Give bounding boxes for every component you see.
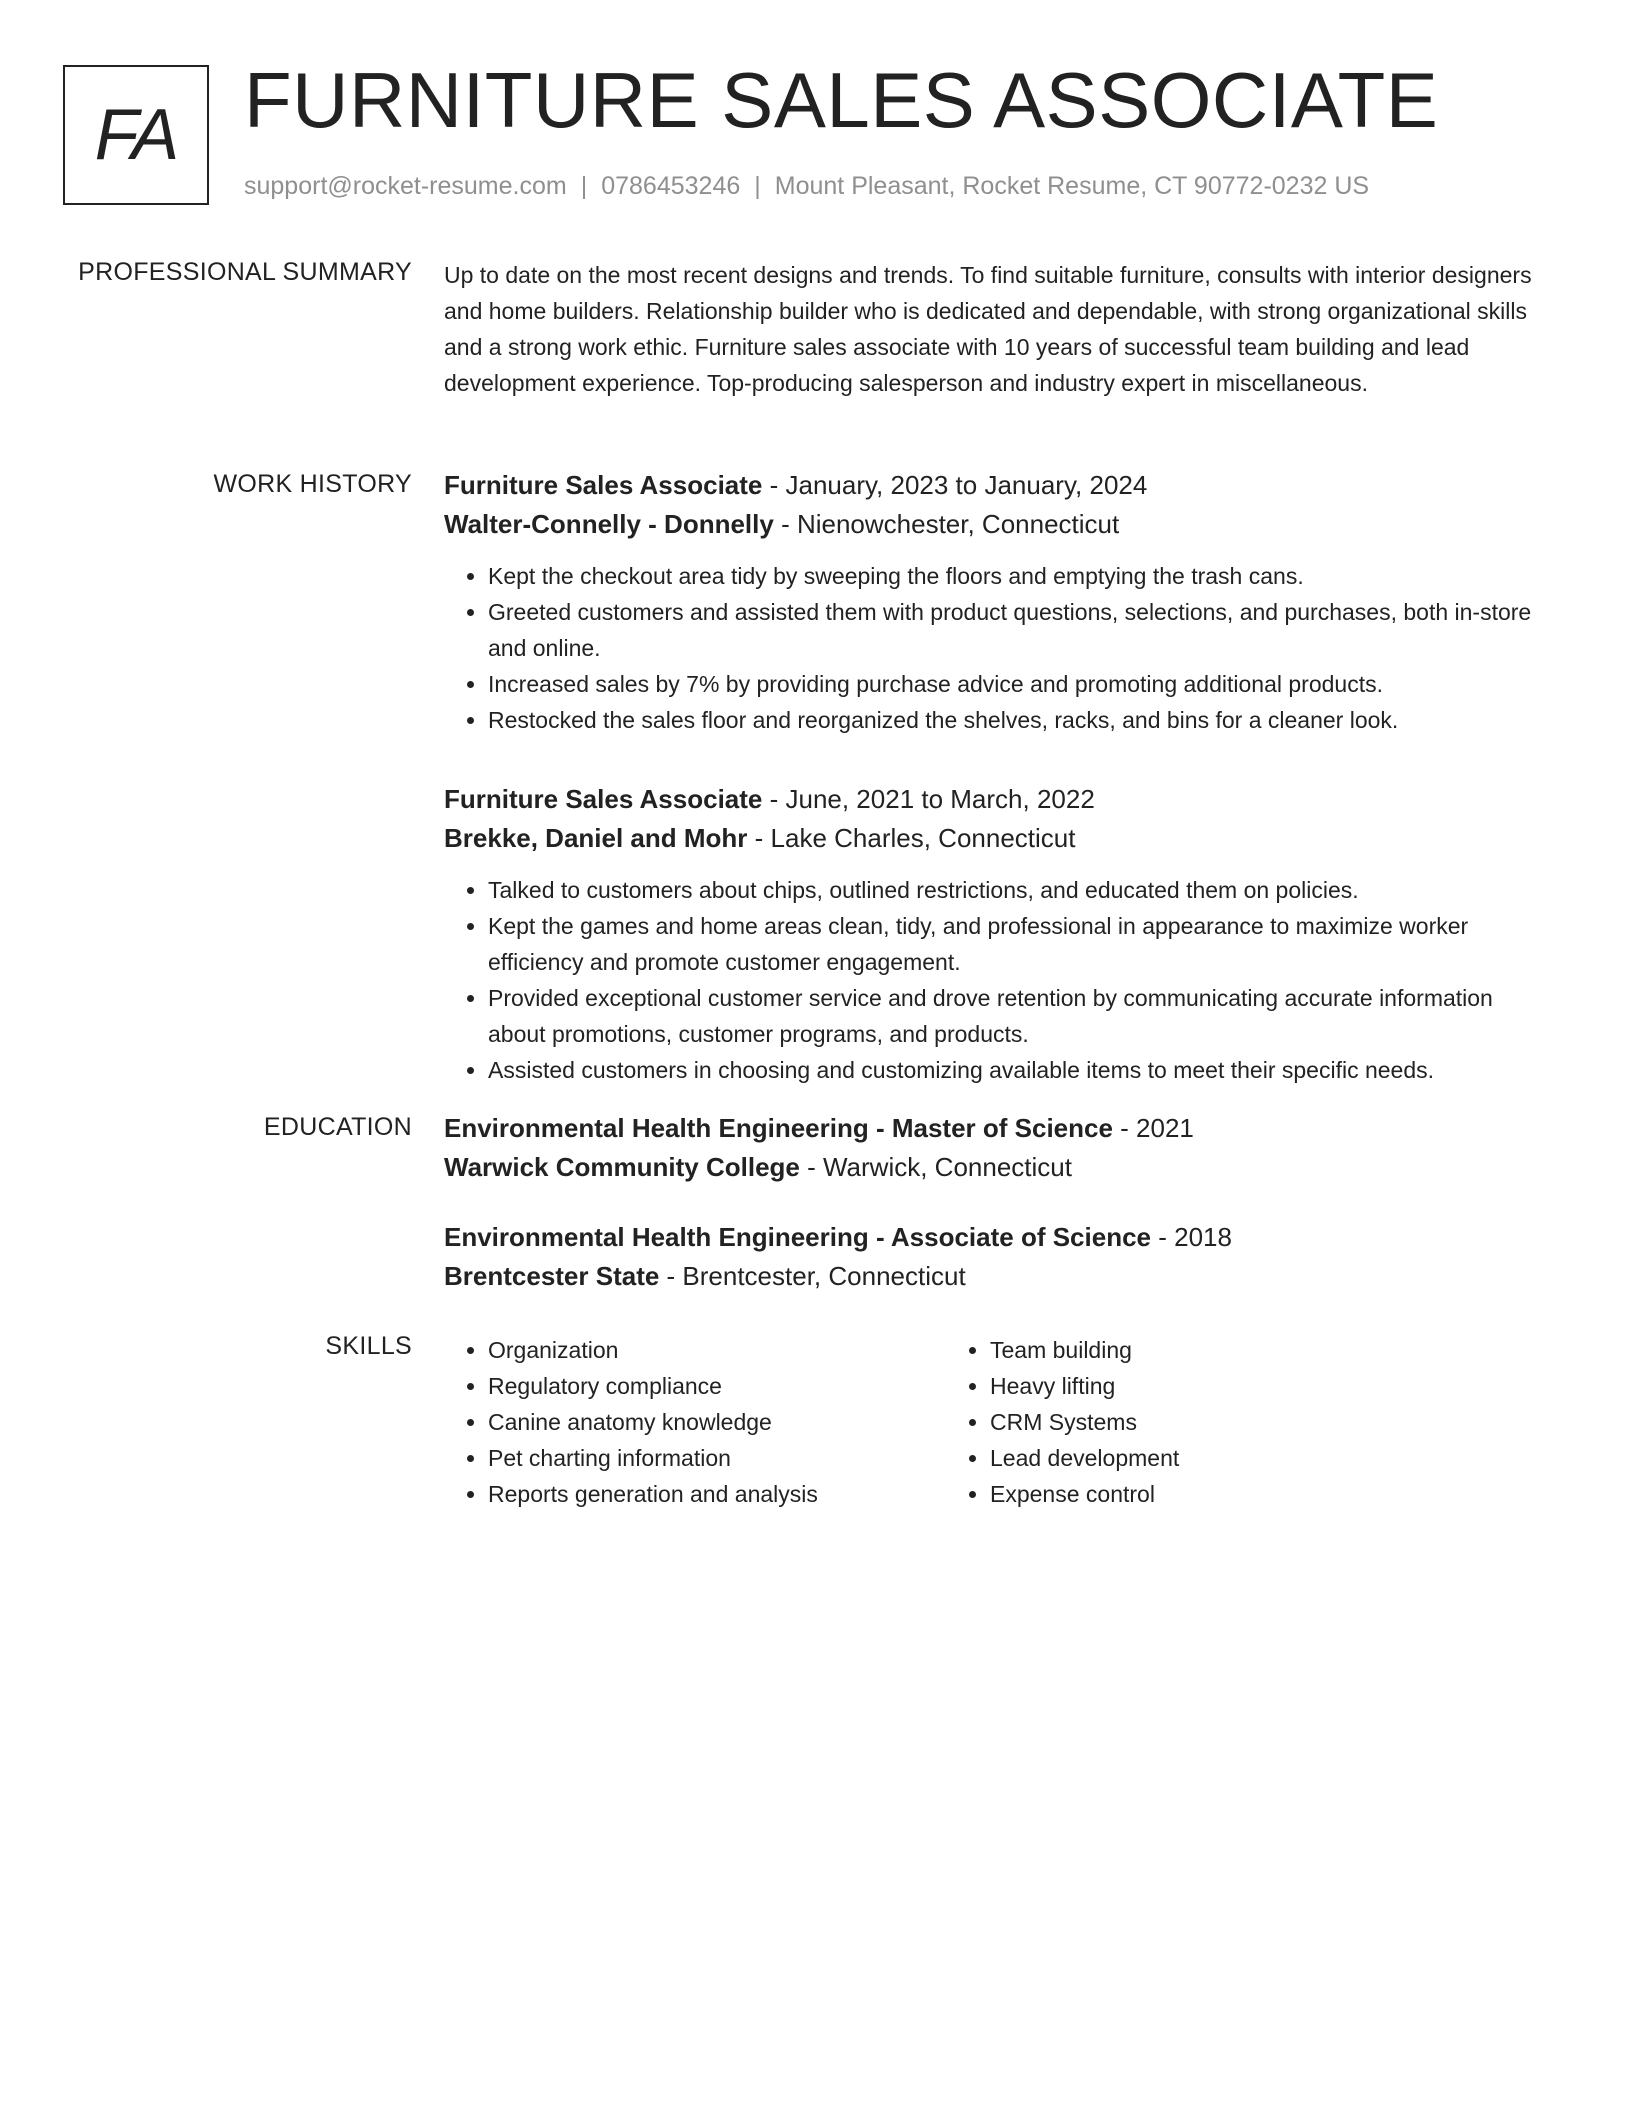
skill-item: • Lead development: [990, 1440, 1448, 1476]
skills-columns: [444, 1332, 1554, 1512]
contact-separator: |: [754, 172, 761, 200]
education-year: - 2018: [1151, 1222, 1232, 1252]
skill-item: • Pet charting information: [488, 1440, 946, 1476]
summary-text: Up to date on the most recent designs and trends. To find suitable furniture, consults with interior designers and home builders. Relationship builder who is dedicated and dependable, with strong organizational skills and a strong work ethic. Furniture sales associate with 10 years of successful team building and lead development experience. Top-producing salesperson and industry expert in miscellaneous.: [444, 262, 1532, 396]
skills-list-left: [444, 1332, 946, 1512]
monogram-box: [63, 65, 209, 205]
job-role: Furniture Sales Associate: [444, 784, 763, 814]
education-school: Brentcester State: [444, 1261, 660, 1291]
resume-title: FURNITURE SALES ASSOCIATE: [244, 56, 1439, 144]
job-bullet: • Provided exceptional customer service and drove retention by communicating accurate information about promotions, customer programs, and products.: [488, 980, 1554, 1052]
job-company: Brekke, Daniel and Mohr: [444, 823, 748, 853]
job-company: Walter-Connelly - Donnelly: [444, 509, 774, 539]
contact-email: support@rocket-resume.com: [244, 172, 567, 200]
job-bullet: • Kept the checkout area tidy by sweeping the floors and emptying the trash cans.: [488, 558, 1554, 594]
education-heading: EDUCATION: [263, 1113, 412, 1141]
education-entry: [444, 1109, 1554, 1187]
skill-item: • Regulatory compliance: [488, 1368, 946, 1404]
job-location: - Lake Charles, Connecticut: [747, 823, 1076, 853]
job-bullet: • Restocked the sales floor and reorganized the shelves, racks, and bins for a cleaner look.: [488, 702, 1554, 738]
skill-item: • Team building: [990, 1332, 1448, 1368]
skill-item: • Heavy lifting: [990, 1368, 1448, 1404]
skill-item: • Expense control: [990, 1476, 1448, 1512]
contact-separator: |: [580, 172, 588, 200]
job-role: Furniture Sales Associate: [444, 470, 763, 500]
job-company-line: [444, 819, 1554, 858]
job-title-line: [444, 780, 1554, 819]
job-title-line: [444, 466, 1554, 505]
education-degree: Environmental Health Engineering - Associate of Science: [444, 1222, 1151, 1252]
education-degree: Environmental Health Engineering - Master of Science: [444, 1113, 1113, 1143]
education-location: - Brentcester, Connecticut: [659, 1261, 966, 1291]
job-dates: - June, 2021 to March, 2022: [762, 784, 1095, 814]
education-entry: [444, 1218, 1554, 1296]
job-bullets: [444, 558, 1554, 738]
skill-item: • Organization: [488, 1332, 946, 1368]
job-dates: - January, 2023 to January, 2024: [762, 470, 1148, 500]
job-bullet: • Assisted customers in choosing and customizing available items to meet their specific needs.: [488, 1052, 1554, 1088]
education-degree-line: [444, 1218, 1554, 1257]
contact-address: Mount Pleasant, Rocket Resume, CT 90772-0232 US: [774, 172, 1370, 200]
job-bullet: • Talked to customers about chips, outlined restrictions, and educated them on policies.: [488, 872, 1554, 908]
job-entry: [444, 466, 1554, 738]
monogram-initials: FA: [94, 95, 178, 175]
job-bullets: [444, 872, 1554, 1088]
contact-phone: 0786453246: [601, 172, 741, 200]
job-bullet: • Kept the games and home areas clean, tidy, and professional in appearance to maximize worker efficiency and promote customer engagement.: [488, 908, 1554, 980]
education-location: - Warwick, Connecticut: [799, 1152, 1072, 1182]
job-entry: [444, 780, 1554, 1088]
contact-line: [244, 172, 1369, 201]
education-school: Warwick Community College: [444, 1152, 800, 1182]
education-year: - 2021: [1112, 1113, 1194, 1143]
skills-heading: SKILLS: [325, 1332, 412, 1360]
skill-item: • CRM Systems: [990, 1404, 1448, 1440]
education-degree-line: [444, 1109, 1554, 1148]
skills-list-right: [946, 1332, 1448, 1512]
job-company-line: [444, 505, 1554, 544]
education-school-line: [444, 1257, 1554, 1296]
job-location: - Nienowchester, Connecticut: [773, 509, 1120, 539]
skill-item: • Reports generation and analysis: [488, 1476, 946, 1512]
education-school-line: [444, 1148, 1554, 1187]
job-bullet: • Greeted customers and assisted them with product questions, selections, and purchases, both in-store and online.: [488, 594, 1554, 666]
summary-heading: PROFESSIONAL SUMMARY: [78, 258, 412, 286]
job-bullet: • Increased sales by 7% by providing purchase advice and promoting additional products.: [488, 666, 1554, 702]
work-history-heading: WORK HISTORY: [213, 470, 412, 498]
skill-item: • Canine anatomy knowledge: [488, 1404, 946, 1440]
